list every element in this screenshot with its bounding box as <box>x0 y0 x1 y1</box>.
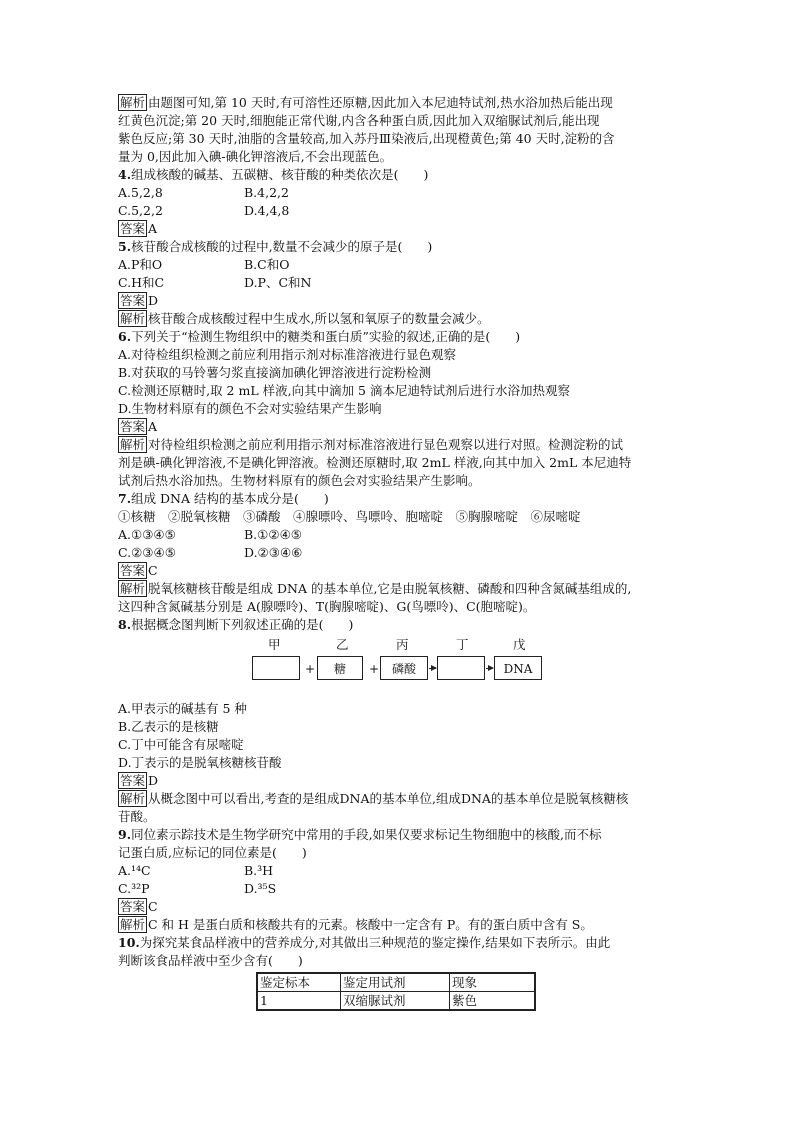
question-stem: 核苷酸合成核酸的过程中,数量不会减少的原子是( ) <box>131 239 433 254</box>
analysis-text: 紫色反应;第 30 天时,油脂的含量较高,加入苏丹Ⅲ染液后,出现橙黄色;第 40 天时,淀粉的含 <box>118 131 615 146</box>
question-stem: 根据概念图判断下列叙述正确的是( ) <box>131 617 354 632</box>
question-4 <box>118 166 678 238</box>
option-c: C.检测还原糖时,取 2 mL 样液,向其中滴加 5 滴本尼迪特试剂后进行水浴加热观察 <box>118 383 570 398</box>
question-stem: 下列关于“检测生物组织中的糖类和蛋白质”实验的叙述,正确的是( ) <box>131 329 521 344</box>
answer-value: A <box>148 221 158 236</box>
answer-value: C <box>148 899 158 914</box>
analysis-tag: 解析 <box>120 311 146 326</box>
option-a: A.对待检组织检测之前应利用指示剂对标准溶液进行显色观察 <box>118 347 457 362</box>
analysis-text: 这四种含氮碱基分别是 A(腺嘌呤)、T(胸腺嘧啶)、G(鸟嘌呤)、C(胞嘧啶)。 <box>118 599 536 614</box>
option-a: A.5,2,8 <box>118 185 163 200</box>
question-stem: 判断该食品样液中至少含有( ) <box>118 953 303 968</box>
option-d: D.丁表示的是脱氧核糖核苷酸 <box>118 755 282 770</box>
option-c: C.H和C <box>118 275 165 290</box>
table-cell: 1 <box>257 992 341 1011</box>
analysis-text: 核苷酸合成核酸过程中生成水,所以氢和氧原子的数量会减少。 <box>148 311 490 326</box>
option-d: D.P、C和N <box>244 275 312 290</box>
analysis-text: 从概念图中可以看出,考查的是组成DNA的基本单位,组成DNA的基本单位是脱氧核糖核 <box>148 791 629 806</box>
question-number: 6. <box>118 329 132 344</box>
analysis-text: 试剂后热水浴加热。生物材料原有的颜色会对实验结果产生影响。 <box>118 473 481 488</box>
diagram-box-ding <box>437 656 485 680</box>
arrow-icon <box>429 668 436 669</box>
table-header-cell: 现象 <box>450 973 536 992</box>
q3-analysis <box>118 94 678 166</box>
option-a: A.①③④⑤ <box>118 527 176 542</box>
answer-value: D <box>148 293 159 308</box>
question-stem: 为探究某食品样液中的营养成分,对其做出三种规范的鉴定操作,结果如下表所示。由此 <box>139 935 611 950</box>
question-stem: 组成 DNA 结构的基本成分是( ) <box>131 491 329 506</box>
question-5 <box>118 238 678 328</box>
question-9 <box>118 826 678 934</box>
result-table <box>256 972 536 1011</box>
plus-sign: + <box>305 662 316 676</box>
diagram-label-yi: 乙 <box>336 637 349 652</box>
option-a: A.甲表示的碱基有 5 种 <box>118 701 247 716</box>
analysis-text: 由题图可知,第 10 天时,有可溶性还原糖,因此加入本尼迪特试剂,热水浴加热后能出现 <box>148 95 613 110</box>
table-header-cell: 鉴定用试剂 <box>341 973 450 992</box>
option-a: A.¹⁴C <box>118 863 151 878</box>
option-d: D.4,4,8 <box>244 203 290 218</box>
question-number: 9. <box>118 827 132 842</box>
analysis-text: 对待检组织检测之前应利用指示剂对标准溶液进行显色观察以进行对照。检测淀粉的试 <box>148 437 624 452</box>
analysis-tag: 解析 <box>120 791 146 806</box>
answer-tag: 答案 <box>120 773 146 788</box>
answer-value: A <box>148 419 158 434</box>
answer-tag: 答案 <box>120 563 146 578</box>
answer-value: D <box>148 773 159 788</box>
option-b: B.乙表示的是核糖 <box>118 719 219 734</box>
option-d: D.②③④⑥ <box>244 545 303 560</box>
question-stem: 同位素示踪技术是生物学研究中常用的手段,如果仅要求标记生物细胞中的核酸,而不标 <box>131 827 602 842</box>
question-number: 8. <box>118 617 132 632</box>
diagram-label-bing: 丙 <box>396 637 409 652</box>
option-c: C.丁中可能含有尿嘧啶 <box>118 737 244 752</box>
analysis-text: 剂是碘-碘化钾溶液,不是碘化钾溶液。检测还原糖时,取 2mL 样液,向其中加入 2mL 本尼迪特 <box>118 455 632 470</box>
question-stem: 记蛋白质,应标记的同位素是( ) <box>118 845 307 860</box>
question-stem: 组成核酸的碱基、五碳糖、核苷酸的种类依次是( ) <box>131 167 429 182</box>
question-number: 4. <box>118 167 132 182</box>
answer-tag: 答案 <box>120 419 146 434</box>
option-b: B.①②④⑤ <box>244 527 302 542</box>
diagram-box-jia <box>252 656 300 680</box>
question-6 <box>118 328 678 490</box>
question-10 <box>118 934 678 1011</box>
question-7 <box>118 490 678 616</box>
option-d: D.生物材料原有的颜色不会对实验结果产生影响 <box>118 401 382 416</box>
option-b: B.4,2,2 <box>244 185 289 200</box>
analysis-tag: 解析 <box>120 95 146 110</box>
analysis-tag: 解析 <box>120 581 146 596</box>
answer-value: C <box>148 563 158 578</box>
analysis-text: 红黄色沉淀;第 20 天时,细胞能正常代谢,内含各种蛋白质,因此加入双缩脲试剂后,能出现 <box>118 113 600 128</box>
option-b: B.C和O <box>244 257 290 272</box>
option-a: A.P和O <box>118 257 163 272</box>
arrow-icon <box>486 668 493 669</box>
option-d: D.³⁵S <box>244 881 277 896</box>
option-c: C.②③④⑤ <box>118 545 176 560</box>
question-number: 7. <box>118 491 132 506</box>
answer-tag: 答案 <box>120 899 146 914</box>
analysis-tag: 解析 <box>120 437 146 452</box>
answer-tag: 答案 <box>120 221 146 236</box>
question-8 <box>118 616 678 826</box>
analysis-text: 量为 0,因此加入碘-碘化钾溶液后,不会出现蓝色。 <box>118 149 393 164</box>
table-cell: 紫色 <box>450 992 536 1011</box>
analysis-text: 苷酸。 <box>118 809 156 824</box>
plus-sign: + <box>369 662 380 676</box>
analysis-text: C 和 H 是蛋白质和核酸共有的元素。核酸中一定含有 P。有的蛋白质中含有 S。 <box>148 917 593 932</box>
option-c: C.5,2,2 <box>118 203 163 218</box>
diagram-label-wu: 戊 <box>513 637 526 652</box>
diagram-label-jia: 甲 <box>268 637 281 652</box>
table-cell: 双缩脲试剂 <box>341 992 450 1011</box>
table-header-cell: 鉴定标本 <box>257 973 341 992</box>
option-b: B.³H <box>244 863 274 878</box>
analysis-tag: 解析 <box>120 917 146 932</box>
document-page <box>118 94 678 1011</box>
option-b: B.对获取的马铃薯匀浆直接滴加碘化钾溶液进行淀粉检测 <box>118 365 432 380</box>
diagram-label-ding: 丁 <box>456 637 469 652</box>
diagram-box-wu: DNA <box>494 656 542 680</box>
diagram-box-yi: 糖 <box>317 656 363 680</box>
question-items: ①核糖 ②脱氧核糖 ③磷酸 ④腺嘌呤、鸟嘌呤、胞嘧啶 ⑤胸腺嘧啶 ⑥尿嘧啶 <box>118 509 581 524</box>
table-row <box>257 992 535 1011</box>
question-number: 5. <box>118 239 132 254</box>
diagram-box-bing: 磷酸 <box>380 656 428 680</box>
concept-diagram <box>118 636 678 700</box>
option-c: C.³²P <box>118 881 150 896</box>
question-number: 10. <box>118 935 140 950</box>
analysis-text: 脱氧核糖核苷酸是组成 DNA 的基本单位,它是由脱氧核糖、磷酸和四种含氮碱基组成的, <box>148 581 632 596</box>
table-header-row <box>257 973 535 992</box>
answer-tag: 答案 <box>120 293 146 308</box>
